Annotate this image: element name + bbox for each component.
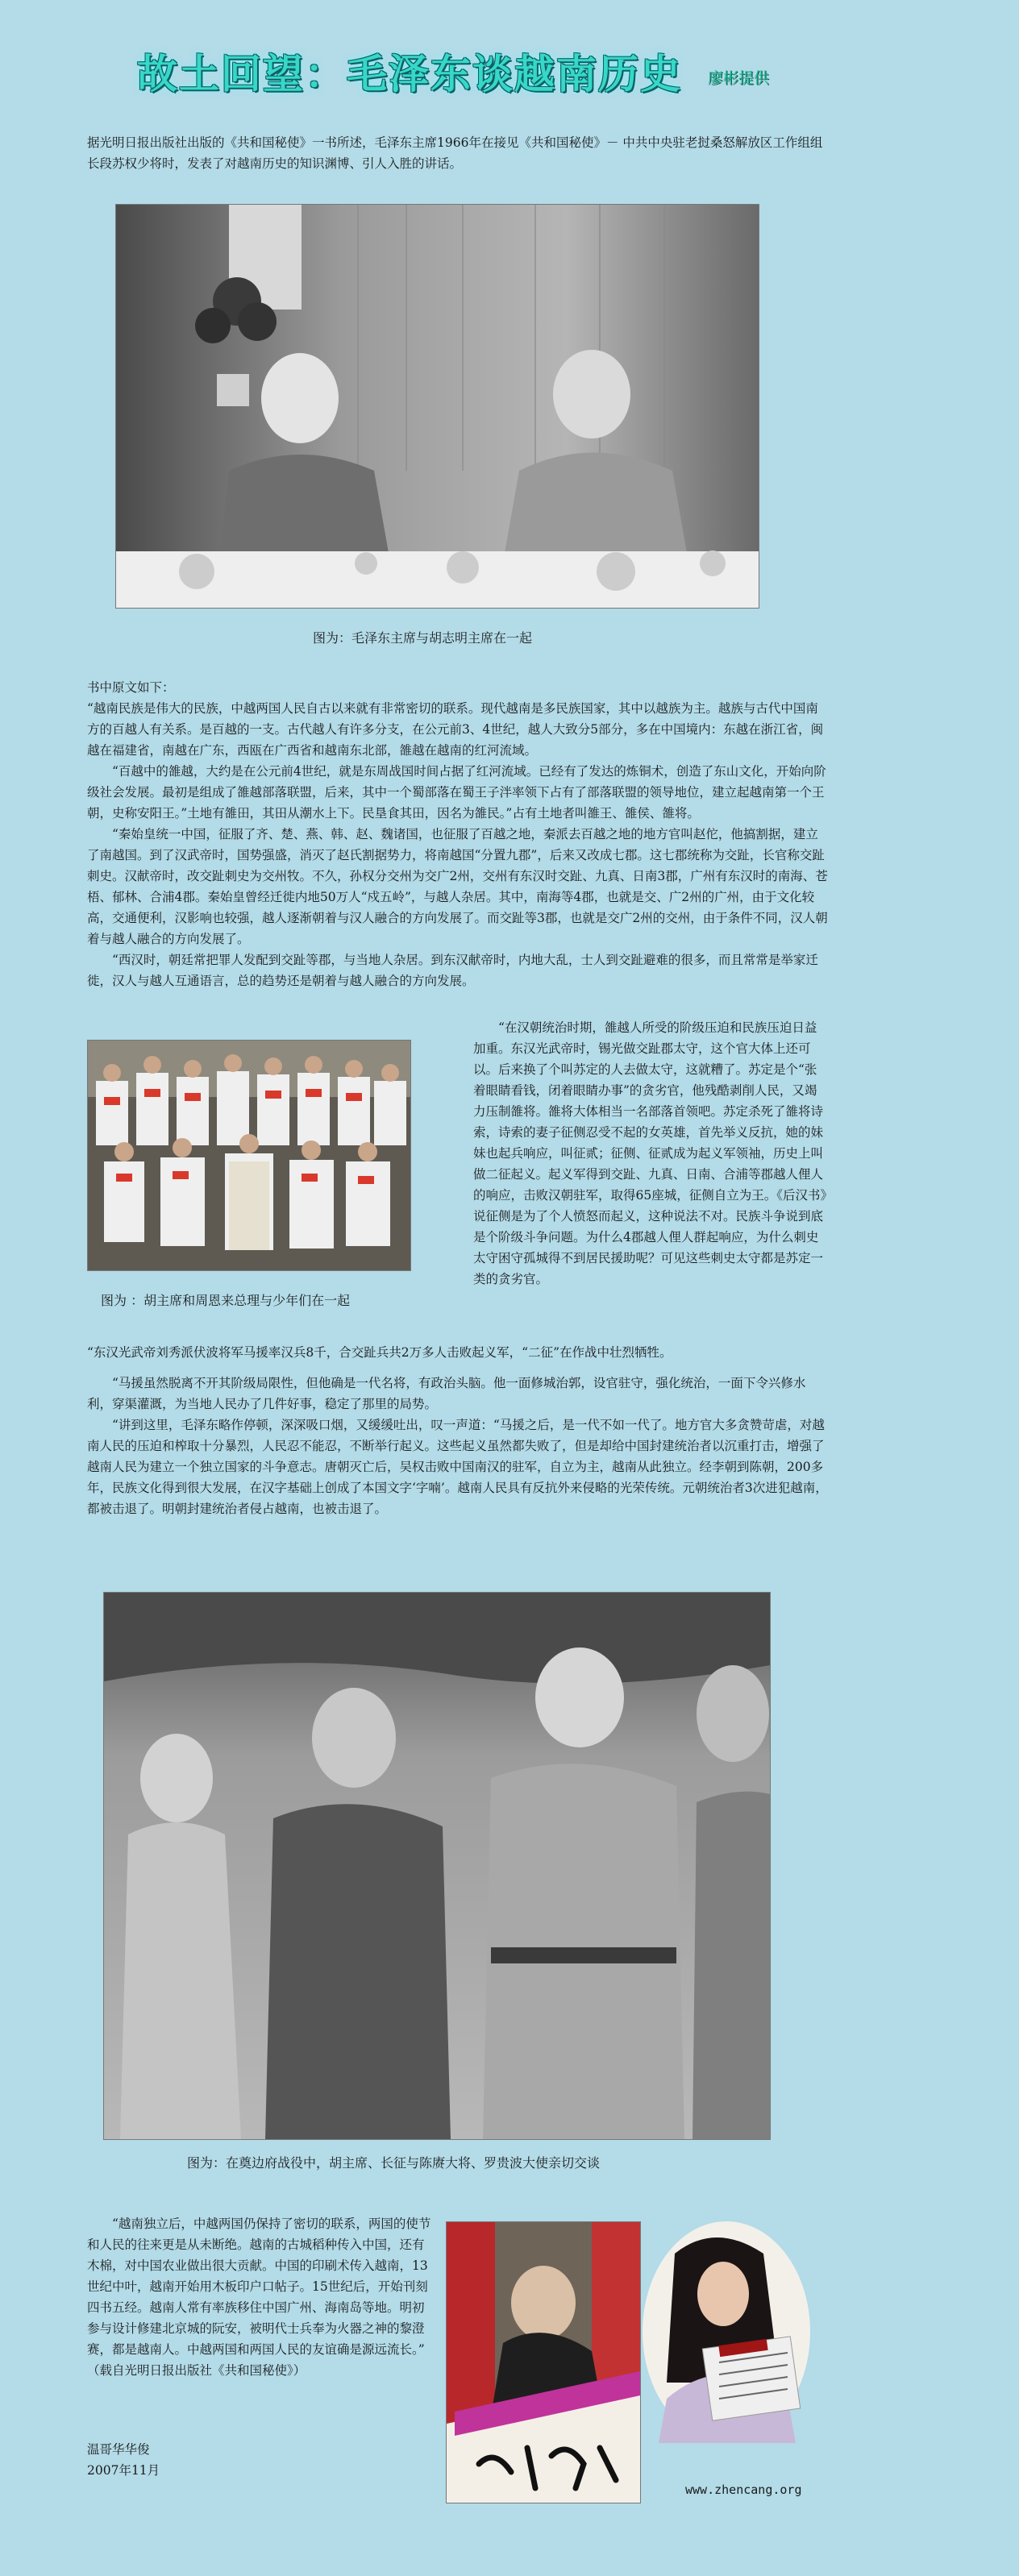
body-paragraph: “在汉朝统治时期，雒越人所受的阶级压迫和民族压迫日益加重。东汉光武帝时，锡光做交趾郡太守，这个官大体上还可以。后来换了个叫苏定的人去做太守，这就糟了。苏定是个“张着眼睛看钱，闭着眼睛办事”的贪劣官，他残酷剥削人民，又竭力压制雒将。雒将大体相当一名部落首领吧。苏定杀死了雒将诗索，诗索的妻子征侧忍受不起的女英雄，首先举义反抗，她的妹妹也起兵响应，叫征贰；征侧、征贰成为起义军领袖，历史上叫做二征起义。起义军得到交趾、九真、日南、合浦等郡越人俚人的响应，击败汉朝驻军，取得65座城，征侧自立为王。《后汉书》说征侧是为了个人愤怒而起义，这种说法不对。民族斗争说到底是个阶级斗争问题。为什么4郡越人俚人群起响应，为什么刺史太守困守孤城得不到居民援助呢？可见这些刺史太守都是苏定一类的贪劣官。 (473, 1020, 827, 1286)
body-paragraph: “秦始皇统一中国，征服了齐、楚、燕、韩、赵、魏诸国，也征服了百越之地，秦派去百越之地的地方官叫赵佗，他搞割据，建立了南越国。到了汉武帝时，国势强盛，消灭了赵氏割据势力，将南越国“分置九郡”，后来又改成七郡。这七郡统称为交趾，长官称交趾刺史。汉献帝时，改交趾刺史为交州牧。不久，孙权分交州为交广2州，交州有东汉时交趾、九真、日南3郡，广州有东汉时的南海、苍梧、郁林、合浦4郡。秦始皇曾经迁徙内地50万人“戍五岭”，与越人杂居。其中，南海等4郡，也就是交、广2州的广州，由于文化较高，交通便利，汉影响也较强，越人逐渐朝着与汉人融合的方向发展了。而交趾等3郡，也就是交广2州的交州，由于条件不同，汉人朝着与越人融合的方向发展了。 (87, 827, 828, 946)
main-text-block-3 (87, 1342, 829, 1519)
photo-ho-zhou-children (87, 1040, 411, 1271)
photo-calligraphy (446, 2221, 641, 2503)
body-paragraph: “越南民族是伟大的民族，中越两国人民自古以来就有非常密切的联系。现代越南是多民族国家，其中以越族为主。越族与古代中国南方的百越人有关系。是百越的一支。古代越人有许多分支，在公元前3、4世纪，越人大致分5部分，多在中国境内：东越在浙江省，闽越在福建省，南越在广东，西瓯在广西省和越南东北部，雒越在越南的红河流域。 (87, 701, 824, 758)
main-text-block-2 (473, 1017, 828, 1290)
photo1-caption: 图为：毛泽东主席与胡志明主席在一起 (313, 630, 533, 646)
photo-mao-ho (115, 204, 759, 609)
body-paragraph: “西汉时，朝廷常把罪人发配到交趾等郡，与当地人杂居。到东汉献帝时，内地大乱，士人到交趾避难的很多，而且常常是举家迁徙，汉人与越人互通语言，总的趋势还是朝着与越人融合的方向发展。 (87, 953, 818, 988)
page-title: 故土回望：毛泽东谈越南历史 (137, 51, 682, 98)
book-heading: 书中原文如下： (87, 680, 175, 695)
provider-credit: 廖彬提供 (708, 69, 770, 87)
body-paragraph: “东汉光武帝刘秀派伏波将军马援率汉兵8千，合交趾兵共2万多人击败起义军，“二征”在作战中壮烈牺牲。 (87, 1345, 672, 1360)
website-link[interactable]: www.zhencang.org (685, 2483, 802, 2497)
body-paragraph: “马援虽然脱离不开其阶级局限性，但他确是一代名将，有政治头脑。他一面修城治郭，设官驻守，强化统治，一面下令兴修水利，穿渠灌溉，为当地人民办了几件好事，稳定了那里的局势。 (87, 1376, 806, 1411)
signature-date: 2007年11月 (87, 2463, 160, 2478)
signature-name: 温哥华华俊 (87, 2442, 150, 2457)
source-note: （载自光明日报出版社《共和国秘使》） (87, 2363, 306, 2378)
photo-dienbienphu-meeting (103, 1592, 771, 2140)
photo2-caption: 图为 ：胡主席和周恩来总理与少年们在一起 (101, 1293, 351, 1308)
intro-paragraph: 据光明日报出版社出版的《共和国秘使》一书所述，毛泽东主席1966年在接见《共和国秘使》－ 中共中央驻老挝桑怒解放区工作组组长段苏权少将时，发表了对越南历史的知识渊博、引人入胜的讲话。 (87, 135, 823, 171)
photo3-caption: 图为：在奠边府战役中，胡主席、长征与陈赓大将、罗贵波大使亲切交谈 (187, 2155, 601, 2171)
body-paragraph: “越南独立后，中越两国仍保持了密切的联系，两国的使节和人民的往来更是从未断绝。越南的古城稻种传入中国，还有木棉，对中国农业做出很大贡献。中国的印刷术传入越南，13世纪中叶，越南开始用木板印户口帖子。15世纪后，开始刊刻四书五经。越南人常有率族移住中国广州、海南岛等地。明初参与设计修建北京城的阮安，被明代士兵奉为火器之神的黎澄赛，都是越南人。中越两国和两国人民的友谊确是源远流长。” (87, 2217, 431, 2357)
main-text-block-4 (87, 2213, 434, 2381)
body-paragraph: “百越中的雒越，大约是在公元前4世纪，就是东周战国时间占据了红河流域。已经有了发达的炼铜术，创造了东山文化，开始向阶级社会发展。最初是组成了雒越部落联盟，后来，其中一个蜀部落在蜀王子泮率领下占有了部落联盟的领导地位，建立起越南第一个王朝，史称安阳王。”土地有雒田，其田从潮水上下。民垦食其田，因名为雒民。”占有土地者叫雒王、雒侯、雒将。 (87, 764, 826, 821)
main-text-block-1 (87, 677, 829, 991)
photo-girl-newspaper (643, 2221, 810, 2443)
body-paragraph: “讲到这里，毛泽东略作停顿，深深吸口烟，又缓缓吐出，叹一声道：“马援之后，是一代不如一代了。地方官大多贪赞苛虐，对越南人民的压迫和榨取十分暴烈，人民忍不能忍，不断举行起义。这些起义虽然都失败了，但是却给中国封建统治者以沉重打击，增强了越南人民为建立一个独立国家的斗争意志。唐朝灭亡后，吴权击败中国南汉的驻军，自立为主，越南从此独立。经李朝到陈朝，200多年，民族文化得到很大发展，在汉字基础上创成了本国文字‘字喃’。越南人民具有反抗外来侵略的光荣传统。元朝统治者3次进犯越南，都被击退了。明朝封建统治者侵占越南，也被击退了。 (87, 1418, 828, 1516)
